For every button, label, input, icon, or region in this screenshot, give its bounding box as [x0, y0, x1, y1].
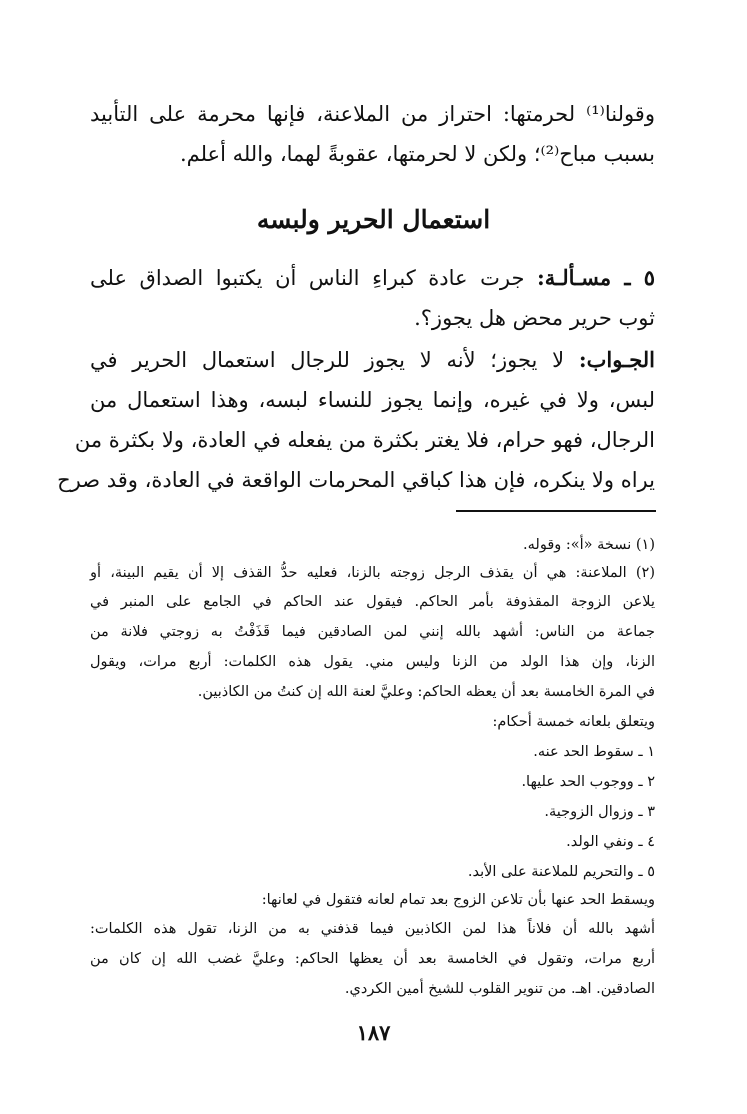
- answer-line: الرجال، فهو حرام، فلا يغتر بكثرة من يفعله في العادة، ولا بكثرة من: [74, 428, 655, 452]
- section-heading: استعمال الحرير ولبسه: [256, 205, 491, 234]
- footnote-2-line: أربع مرات، وتقول في الخامسة بعد أن يعظها الحاكم: وعليَّ غضب الله إن كان من: [90, 951, 655, 967]
- footnote-list-item: ٣ ـ وزوال الزوجية.: [544, 804, 655, 820]
- answer-line: [90, 342, 655, 378]
- page-number: ١٨٧: [356, 1020, 391, 1045]
- footnote-2-line: ويتعلق بلعانه خمسة أحكام:: [492, 714, 655, 730]
- footnote-2-line: (٢) الملاعنة: هي أن يقذف الرجل زوجته بالزنا، فعليه حدُّ القذف إلا أن يقيم البينة، أو: [90, 565, 655, 581]
- answer-line: يراه ولا ينكره، فإن هذا كباقي المحرمات الواقعة في العادة، وقد صرح: [57, 468, 655, 492]
- question-line: ثوب حرير محض هل يجوز؟.: [414, 306, 655, 330]
- footnote-list-item: ١ ـ سقوط الحد عنه.: [533, 744, 655, 760]
- footnote-list-item: ٥ ـ والتحريم للملاعنة على الأبد.: [467, 864, 655, 880]
- footnote-2-line: الصادقين. اهـ. من تنوير القلوب للشيخ أمين الكردي.: [344, 981, 655, 997]
- paragraph-line: بسبب مباح⁽²⁾؛ ولكن لا لحرمتها، عقوبةً لهما، والله أعلم.: [179, 142, 655, 166]
- footnote-2-line: أشهد بالله أن فلاناً هذا لمن الكاذبين فيما قذفني به من الزنا، تقول هذه الكلمات:: [90, 921, 655, 937]
- footnote-1: (١) نسخة «أ»: وقوله.: [523, 537, 655, 553]
- footnote-2-line: ويسقط الحد عنها بأن تلاعن الزوج بعد تمام لعانه فتقول في لعانها:: [261, 892, 655, 908]
- answer-text: لا يجوز؛ لأنه لا يجوز للرجال استعمال الحرير في: [90, 348, 579, 372]
- footnote-2-line: الزنا، وإن هذا الولد من الزنا وليس مني. يقول هذه الكلمات: أربع مرات، ويقول: [90, 654, 655, 670]
- footnote-separator: [456, 510, 656, 512]
- question-text: جرت عادة كبراءِ الناس أن يكتبوا الصداق على: [90, 266, 538, 290]
- question-line: [90, 260, 655, 296]
- answer-line: لبس، ولا في غيره، وإنما يجوز للنساء لبسه، وهذا استعمال من: [90, 388, 655, 412]
- footnote-2-line: جماعة من الناس: أشهد بالله إنني لمن الصادقين فيما قَذَفْتُ به زوجتي فلانة من: [90, 624, 655, 640]
- answer-label: الجـواب:: [578, 347, 655, 372]
- footnote-list-item: ٤ ـ ونفي الولد.: [566, 834, 655, 850]
- footnote-2-line: يلاعن الزوجة المقذوفة بأمر الحاكم. فيقول عند الحاكم في الجامع على المنبر في: [90, 594, 655, 610]
- paragraph-line: وقولنا⁽¹⁾ لحرمتها: احتراز من الملاعنة، فإنها محرمة على التأبيد: [90, 102, 655, 126]
- question-label: ٥ ـ مسـألـة:: [537, 265, 655, 290]
- footnote-2-line: في المرة الخامسة بعد أن يعظه الحاكم: وعليَّ لعنة الله إن كنتُ من الكاذبين.: [197, 684, 655, 700]
- footnote-list-item: ٢ ـ ووجوب الحد عليها.: [521, 774, 655, 790]
